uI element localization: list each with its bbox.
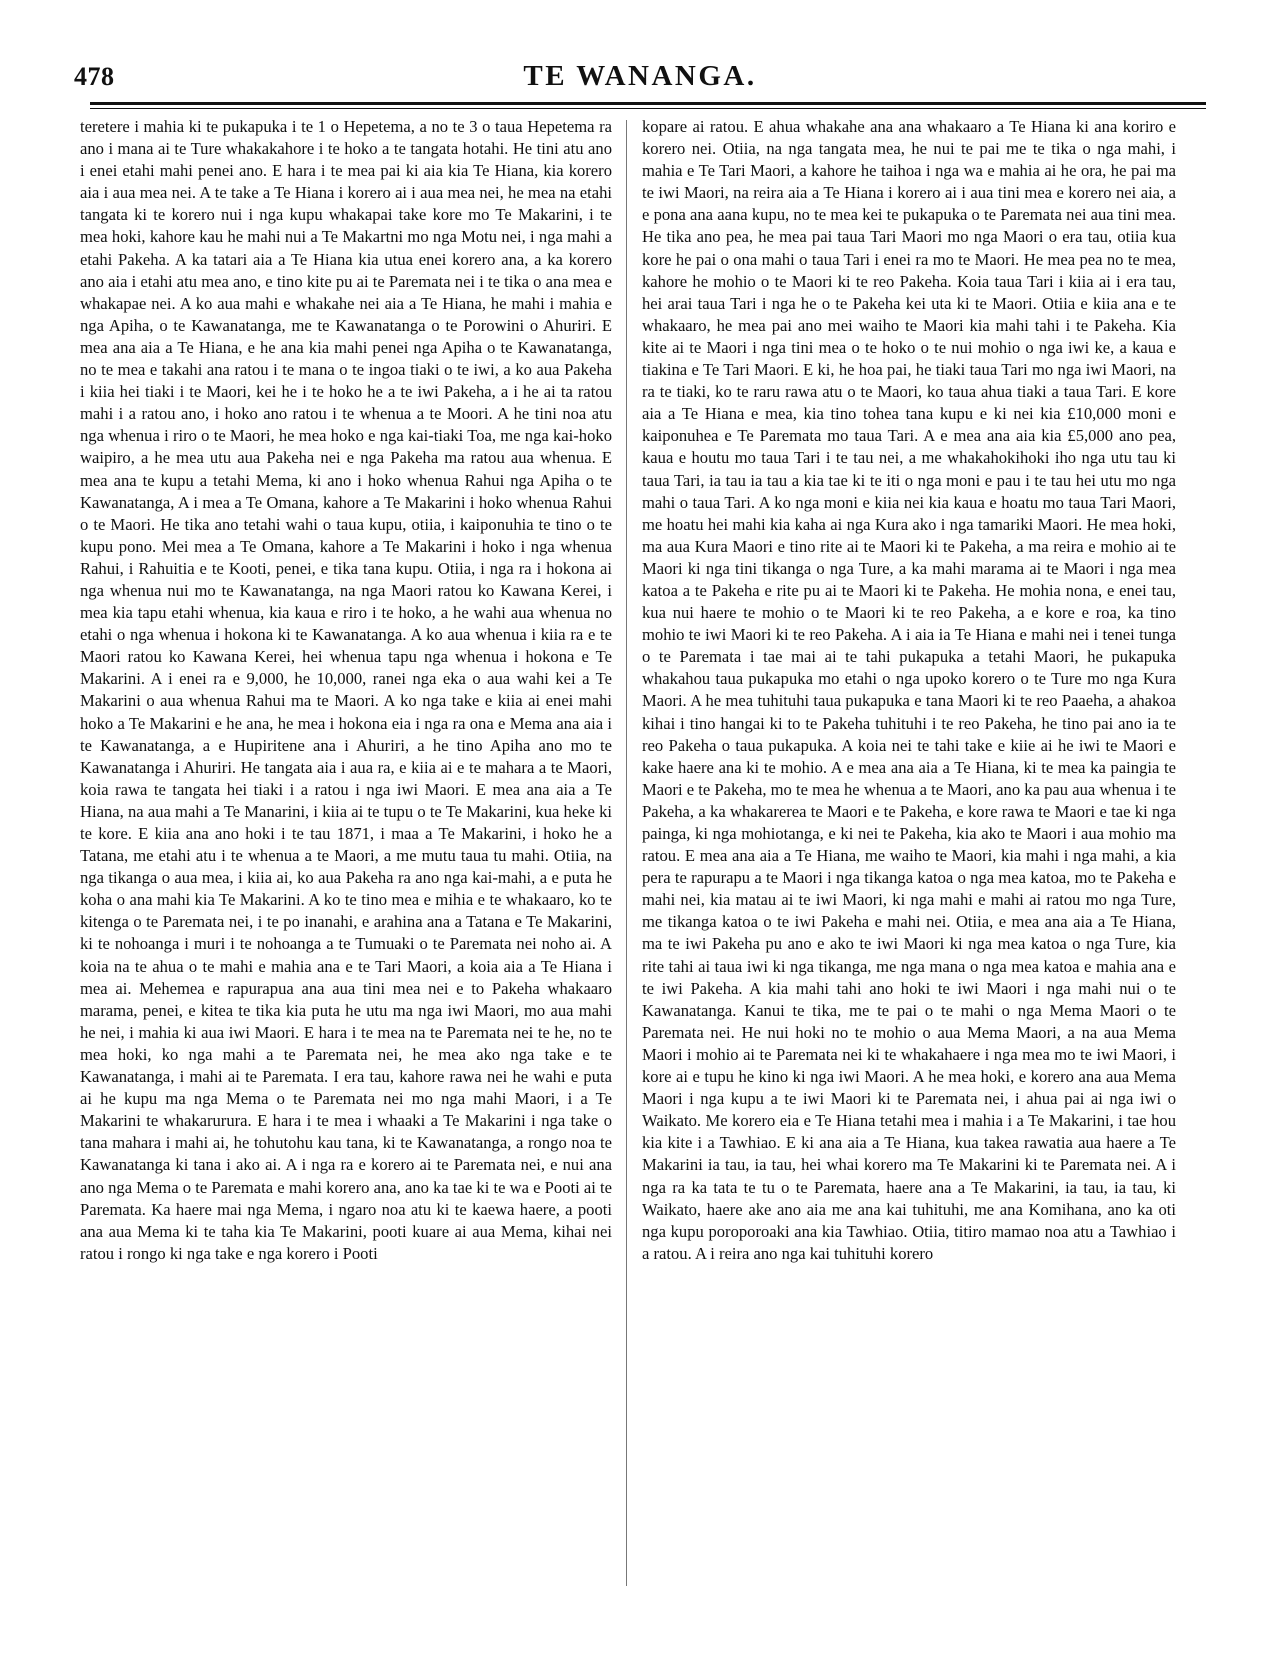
page-number: 478 [74,62,115,91]
newspaper-page [74,48,1206,1608]
right-column [642,116,1176,1265]
header-rule-thick [90,102,1206,105]
left-column-text: teretere i mahia ki te pukapuka i te 1 o Hepetema, a no te 3 o taua Hepetema ra ano i mana ai te Ture whakakahore i te hoko a te tangata hotahi. He tini atu ano i enei etahi mahi penei ano. E hara i te mea pai ki aia kia Te Hiana, kia korero aia i aua mea nei. A te take a Te Hiana i korero ai i aua mea nei, he mea na etahi tangata ki te korero nui i nga kupu whakapai take kore mo Te Makarini, i te mea hoki, kahore kau he mahi nui a Te Makartni mo nga Motu nei, i nga mahi a etahi Pakeha. A ka tatari aia a Te Hiana kia utua enei korero ana, a ka korero ano aia i etahi atu mea ano, e tino kite pu ai te Paremata nei i te tika o ana mea e whakapae nei. A ko aua mahi e whakahe nei aia a Te Hiana, he mahi i mahia e nga Apiha, o te Kawanatanga, me te Kawanatanga o te Porowini o Ahuriri. E mea ana aia a Te Hiana, e he ana kia mahi penei nga Apiha o te Kawanatanga, no te mea e takahi ana ratou i te mana o te ingoa tiaki o te iwi, a ko aua Pakeha i kiia hei tiaki i te Maori, kei he i te hoko he a te iwi Pakeha, a i he ai ta ratou mahi i a ratou ano, i hoko ano ratou i te whenua a te Moori. A he tini noa atu nga whenua i riro o te Maori, he mea hoko e nga kai-tiaki Toa, me nga kai-hoko waipiro, a he mea utu aua Pakeha nei e nga Pakeha ma ratou aua whenua. E mea ana te kupu a tetahi Mema, ki ano i hoko whenua Rahui nga Apiha o te Kawanatanga, A i mea a Te Omana, kahore a Te Makarini i hoko whenua Rahui o te Maori. He tika ano tetahi wahi o taua kupu, otiia, i kaiponuhia te tino o te kupu pono. Mei mea a Te Omana, kahore a Te Makarini i hoko i nga whenua Rahui, i Rahuitia e te Kooti, penei, e tika tana kupu. Otiia, i nga ra i hokona ai nga whenua nui mo te Kawanatanga, na nga Maori ratou ko Kawana Kerei, i mea kia tapu etahi whenua, kia kaua e riro i te hoko, a he wahi aua whenua no etahi o nga whenua i hokona ki te Kawanatanga. A ko aua whenua i kiia ra e te Maori ratou ko Kawana Kerei, hei whenua tapu nga whenua i hokona e Te Makarini. A i enei ra e 9,000, he 10,000, ranei nga eka o aua wahi kei a Te Makarini o aua whenua Rahui ma te Maori. A ko nga take e kiia ai enei mahi hoko a Te Makarini e he ana, he mea i hokona eia i nga ra ona e Mema ana aia i te Kawanatanga, a e Hupiritene ana i Ahuriri, a he tino Apiha ano mo te Kawanatanga i Ahuriri. He tangata aia i aua ra, e kiia ai e te mahara a te Maori, koia rawa te tangata hei tiaki i a ratou i nga iwi Maori. E mea ana aia a Te Hiana, na aua mahi a Te Manarini, i kiia ai te tupu o te Te Makarini, kua heke ki te kore. E kiia ana ano hoki i te tau 1871, i maa a Te Makarini, i hoko he a Tatana, me etahi atu i te whenua a te Maori, a me mutu taua tu mahi. Otiia, na nga tikanga o aua mea, i kiia ai, ko aua Pakeha ra ano nga kai-mahi, a e puta he koha o ana mahi kia Te Makarini. A ko te tino mea e mihia e te whakaaro, ko te kitenga o te Paremata nei, i te po inanahi, e arahina ana a Tatana e Te Makarini, ki te nohoanga i muri i te nohoanga a te Tumuaki o te Paremata nei noho ai. A koia na te ahua o te mahi e mahia ana e te Tari Maori, a koia aia a Te Hiana i mea ai. Mehemea e rapurapua ana aua tini mea nei e to Pakeha whakaaro marama, penei, e kitea te tika kia puta he utu ma nga iwi Maori, mo aua mahi he nei, i mahia ki aua iwi Maori. E hara i te mea na te Paremata nei te he, no te mea hoki, ko nga mahi a te Paremata nei, he mea ako nga take e te Kawanatanga, i mahi ai te Paremata. I era tau, kahore rawa nei he wahi e puta ai he kupu ma nga Mema o te Paremata nei mo nga mahi Maori, i a Te Makarini te whakarurura. E hara i te mea i whaaki a Te Makarini i nga take o tana mahara i mahi ai, he tohutohu kau tana, ki te Kawanatanga, a rongo noa te Kawanatanga ki tana i ako ai. A i nga ra e korero ai te Paremata nei, e nui ana ano nga Mema o te Paremata e mahi korero ana, ano ka tae ki te wa e Pooti ai te Paremata. Ka haere mai nga Mema, i ngaro noa atu ki te kaewa haere, a pooti ana aua Mema ki te taha kia Te Makarini, pooti kuare ai aua Mema, kihai nei ratou i rongo ki nga take e nga korero i Pooti [80,117,612,1263]
newspaper-title: TE WANANGA. [523,60,757,92]
right-column-text: kopare ai ratou. E ahua whakahe ana ana whakaaro a Te Hiana ki ana koriro e korero nei. Otiia, na nga tangata mea, he nui te pai me te tika o nga mahi, i mahia e Te Tari Maori, a kahore he taihoa i nga wa e mahia ai he ora, he pai ma te iwi Maori, na reira aia a Te Hiana i korero ai i aua tini mea e korero nei aia, a e pona ana aana kupu, no te mea kei te pukapuka o te Paremata nei aua tini mea. He tika ano pea, he mea pai taua Tari Maori mo nga Maori o era tau, otiia kua kore he pai o ona mahi o taua Tari i enei ra mo te Maori. He mea pea no te mea, kahore he mohio o te Maori ki te reo Pakeha. Koia taua Tari i kiia ai i era tau, hei arai taua Tari i nga he o te Pakeha kei uta ki te Maori. Otiia e kiia ana e te whakaaro, he mea pai ano mei waiho te Maori kia mahi tahi i te Pakeha. Kia kite ai te Maori i nga tini mea o te hoko o te nui mohio o nga iwi ke, a kaua e tiakina e Te Tari Maori. E ki, he hoa pai, he tiaki taua Tari mo nga iwi Maori, na ra te tiaki, ko te raru rawa atu o te Maori, ko taua ahua tiaki a taua Tari. E kore aia a Te Hiana e mea, kia tino tohea tana kupu e ki nei kia £10,000 moni e kaiponuhea e Te Paremata mo taua Tari. A e mea ana aia kia £5,000 ano pea, kaua e houtu mo taua Tari i te tau nei, a me whakahokihoki iho nga utu tau ki taua Tari, ia tau ia tau a kia tae ki te iti o nga moni e pau i te tau hei utu mo nga mahi o taua Tari. A ko nga moni e kiia nei kia kaua e hoatu mo taua Tari Maori, me hoatu hei mahi kia kaha ai nga Kura ako i nga tamariki Maori. He mea hoki, ma aua Kura Maori e tino rite ai te Maori ki te Pakeha, a ma reira e mohio ai te Maori ki nga tini tikanga o nga Ture, a ka mahi marama ai te Maori i nga mea katoa a te Pakeha e rite pu ai te Maori ki te Pakeha. He mohia nona, e enei tau, kua nui haere te mohio o te Maori ki te reo Pakeha, a e kore e roa, ka tino mohio te iwi Maori ki te reo Pakeha. A i aia ia Te Hiana e mahi nei i tenei tunga o te Paremata i tae mai ai te tahi pukapuka a tetahi Maori, he pukapuka whakahou taua pukapuka mo etahi o nga upoko korero o te Ture mo nga Kura Maori. A he mea tuhituhi taua pukapuka e tana Maori ki te reo Paaeha, a ahakoa kihai i tino hangai ki to te Pakeha tuhituhi i te reo Pakeha, he tino pai ano ia te reo Pakeha o taua pukapuka. A koia nei te tahi take e kiie ai he iwi te Maori e kake haere ana ki te mohio. A e mea ana aia a Te Hiana, ki te mea ka paingia te Maori e te Pakeha, mo te mea he whenua a te Maori, ano ka pau aua whenua i te Pakeha, a ka whakarerea te Maori e te Pakeha, e kore rawa te Maori e tae ki nga painga, ki nga mohiotanga, e ki nei te Pakeha, kia ako te Maori i aua mohio ma ratou. E mea ana aia a Te Hiana, me waiho te Maori, kia mahi i nga mahi, a kia pera te rapurapu a te Maori i nga tikanga katoa o nga mea katoa, mo te Pakeha e mahi nei, kia matau ai te iwi Maori, ki nga mahi e mahi ai ratou mo nga Ture, me tikanga katoa o te iwi Pakeha e mahi nei. Otiia, e mea ana aia a Te Hiana, ma te iwi Pakeha pu ano e ako te iwi Maori ki nga mea katoa o nga Ture, kia rite tahi ai taua iwi ki nga tikanga, me nga mana o nga mea katoa e mahia ana e te iwi Pakeha. A kia mahi tahi ano hoki te iwi Maori i nga mahi nui o te Kawanatanga. Kanui te tika, me te pai o te mahi o nga Mema Maori o te Paremata nei. He nui hoki no te mohio o aua Mema Maori, a na aua Mema Maori i mohio ai te Paremata nei ki te whakahaere i nga mea mo te iwi Maori, i kore ai e tupu he kino ki nga iwi Maori. A he mea hoki, e korero ana aua Mema Maori i nga kupu a te iwi Maori ki te Paremata nei, i ahua pai ai nga iwi o Waikato. Me korero eia e Te Hiana tetahi mea i mahia i a Te Makarini, i tae hou kia kite i a Tawhiao. E ki ana aia a Te Hiana, kua takea rawatia aua haere a Te Makarini ia tau, ia tau, hei whai korero ma Te Makarini ki te Paremata nei. A i nga ra ka tata te tu o te Paremata, haere ana a Te Makarini, ia tau, ia tau, ki Waikato, haere ake ano aia me ana kai tuhituhi, me ana Komihana, ano ka oti nga kupu poroporoaki ana kia Tawhiao. Otiia, titiro mamao noa atu a Tawhiao i a ratou. A i reira ano nga kai tuhituhi korero [642,117,1176,1263]
article-columns [80,116,1206,1596]
header-rule-thin [90,108,1206,109]
left-column [80,116,612,1265]
page-header [74,48,1206,100]
column-divider [626,120,627,1586]
